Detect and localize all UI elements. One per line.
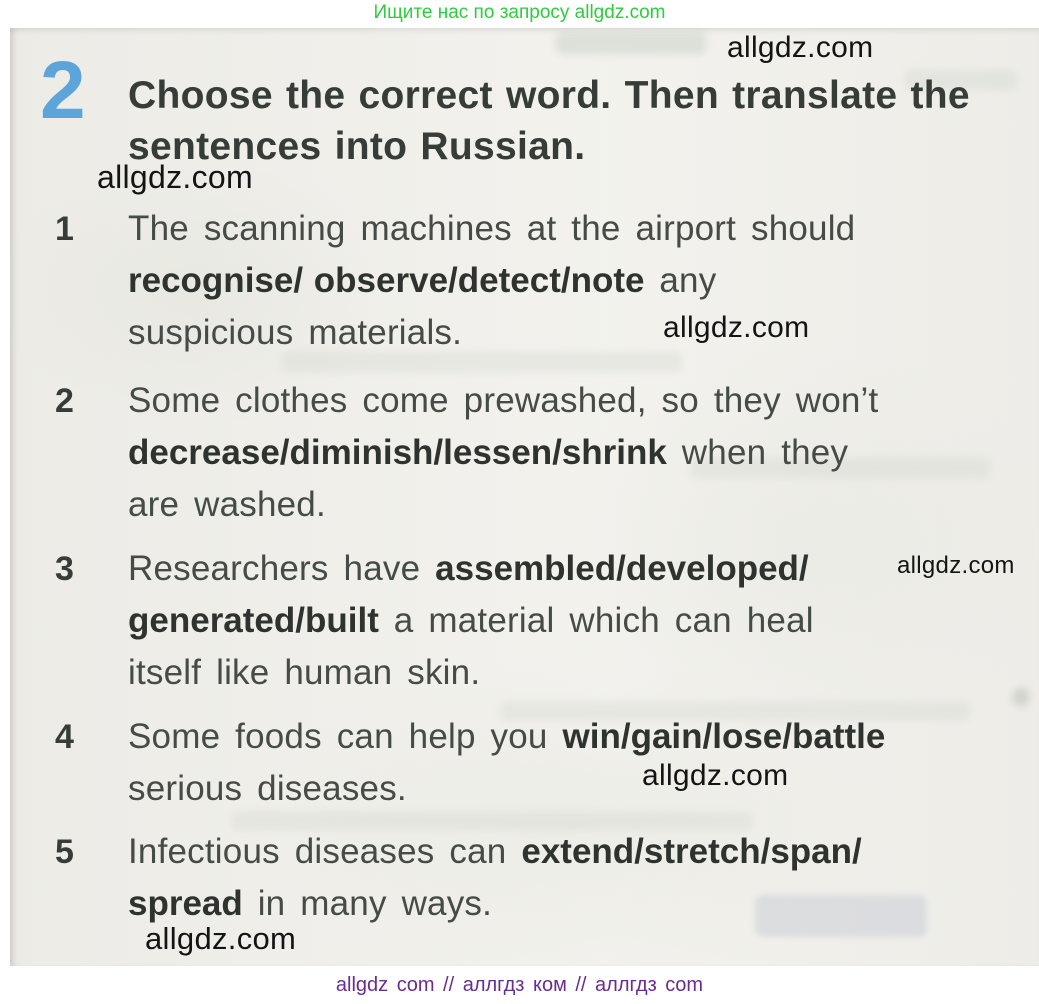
watermark: allgdz.com <box>663 311 810 344</box>
item-sentence: Some foods can help you win/gain/lose/battle serious diseases. <box>128 717 886 808</box>
watermark: allgdz.com <box>897 552 1015 579</box>
item-number: 1 <box>55 210 74 248</box>
item-number: 5 <box>55 833 74 871</box>
exercise-number: 2 <box>40 45 86 136</box>
item-number: 2 <box>55 382 74 420</box>
watermark: allgdz.com <box>642 759 789 792</box>
top-promo-note: Ищите нас по запросу allgdz.com <box>373 2 666 23</box>
item-sentence: Infectious diseases can extend/stretch/span/ spread in many ways. <box>128 832 862 923</box>
watermark: allgdz.com <box>97 159 253 195</box>
bleed-through-ghost <box>556 32 706 54</box>
watermark: allgdz.com <box>145 921 297 956</box>
item-number: 3 <box>55 550 74 588</box>
item-sentence: Some clothes come prewashed, so they won’t decrease/diminish/lessen/shrink when they are washed. <box>128 381 879 524</box>
footer-promo-note: allgdz com // аллгдз ком // аллгдз com <box>335 974 704 996</box>
item-sentence: The scanning machines at the airport should recognise/ observe/detect/note any suspicious materials. <box>128 209 856 352</box>
exercise-title: Choose the correct word. Then translate the sentences into Russian. <box>128 74 970 168</box>
item-sentence: Researchers have assembled/developed/ generated/built a material which can heal itself like human skin. <box>128 549 814 692</box>
item-number: 4 <box>55 718 74 756</box>
watermark: allgdz.com <box>727 31 874 64</box>
